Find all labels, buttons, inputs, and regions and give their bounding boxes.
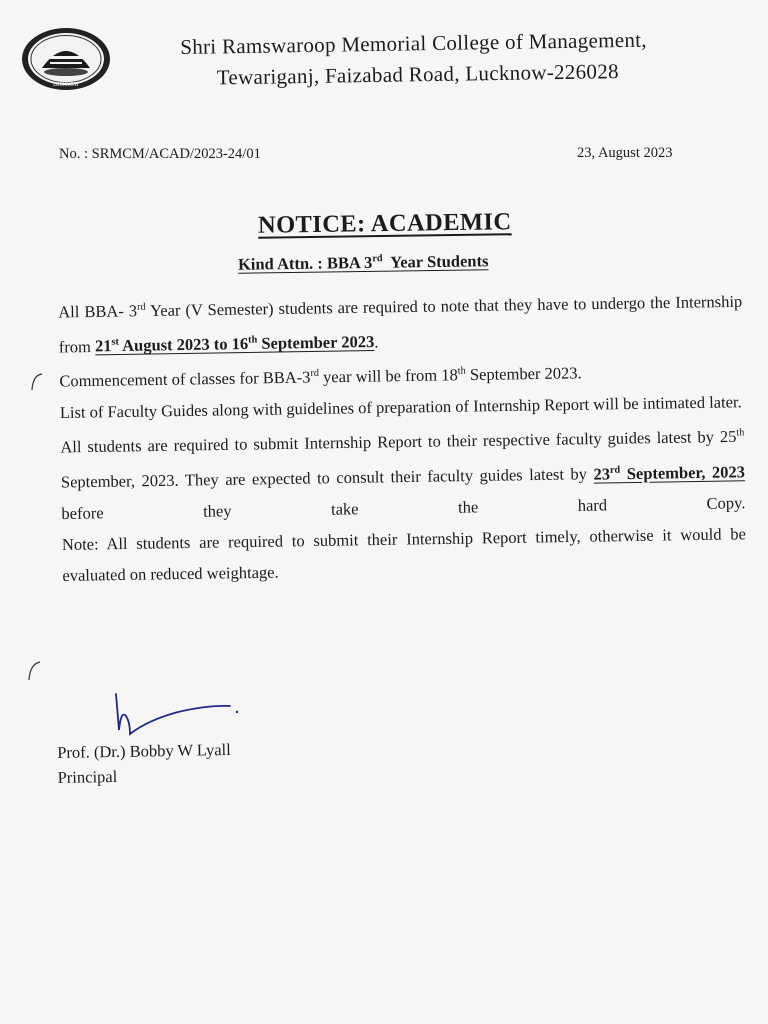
- college-address: Tewariganj, Faizabad Road, Lucknow-226028: [216, 59, 619, 90]
- paragraph-classes-commencement: Commencement of classes for BBA-3rd year will be from 18th September 2023.: [59, 363, 582, 391]
- paragraph-internship-dates: All BBA- 3rd Year (V Semester) students are required to note that they have to undergo the Internship from 21st August 2023 to 16th September 2023.: [58, 291, 743, 357]
- paragraph-faculty-guides: List of Faculty Guides along with guidelines of preparation of Internship Report will be intimated later.: [59, 392, 742, 423]
- margin-mark-icon: [26, 660, 42, 682]
- notice-date: 23, August 2023: [577, 145, 673, 161]
- letterhead: [180, 23, 741, 94]
- signatory-block: [57, 737, 231, 790]
- signatory-name: Prof. (Dr.) Bobby W Lyall: [57, 739, 231, 762]
- margin-mark-icon: [28, 372, 44, 392]
- notice-body: [58, 282, 747, 591]
- internship-period: 21st August 2023 to 16th September 2023: [94, 332, 375, 356]
- svg-text:LUCKNOW: LUCKNOW: [53, 82, 79, 88]
- paragraph-note: Note: All students are required to submit their Internship Report timely, otherwise it would be evaluated on reduced weightage.: [61, 524, 747, 586]
- attention-line: Kind Attn. : BBA 3rd Year Students: [237, 251, 489, 274]
- reference-number: No. : SRMCM/ACAD/2023-24/01: [59, 146, 261, 162]
- college-name: Shri Ramswaroop Memorial College of Management,: [180, 27, 648, 59]
- paragraph-report-submission: All students are required to submit Internship Report to their respective faculty guides latest by 25th September, 2023. They are expected to consult their faculty guides latest by 23rd September, 2023 before they take the hard Copy.: [60, 427, 746, 523]
- notice-title: NOTICE: ACADEMIC: [257, 208, 512, 239]
- principal-signature: [108, 690, 248, 742]
- signatory-designation: Principal: [57, 766, 118, 787]
- consultation-deadline: 23rd September, 2023: [593, 461, 746, 484]
- college-logo-seal: [20, 26, 112, 92]
